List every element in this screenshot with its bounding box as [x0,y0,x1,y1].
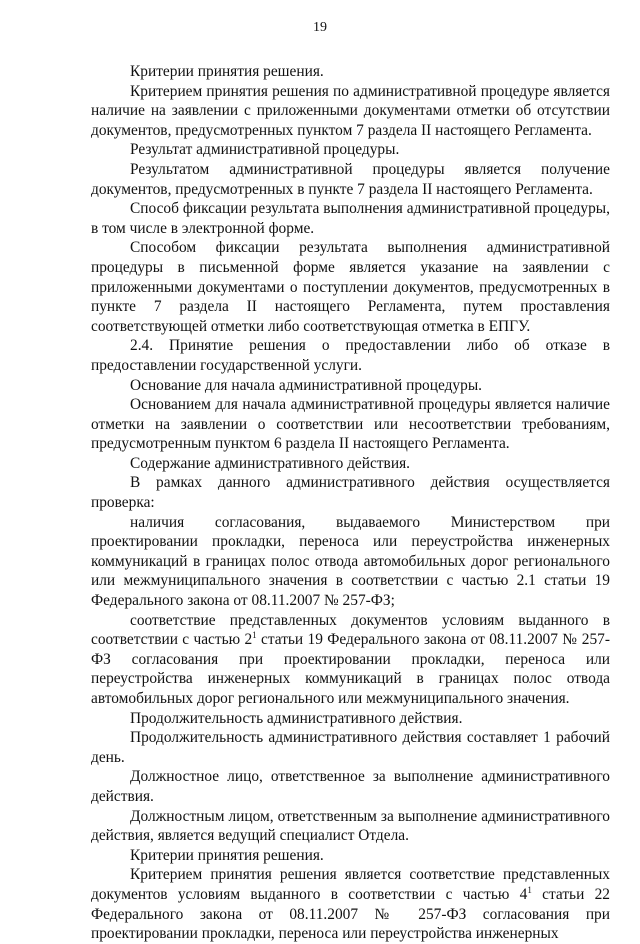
text-span: статьи 22 Федерального закона от 08.11.2007 № 257-ФЗ согласования при проектировании прокладки, переноса или переустройства инженерных [91,885,610,943]
document-body [91,62,610,944]
page-number: 19 [313,20,327,35]
superscript: 1 [527,884,532,895]
paragraph: Содержание административного действия. [130,454,410,472]
paragraph: Основанием для начала административной процедуры является наличие отметки на заявлении о соответствии или несоответствии требованиям, предусмотренным пунктом 6 раздела II настоящего Регламента. [91,396,610,453]
paragraph: Способ фиксации результата выполнения административной процедуры, в том числе в электронной форме. [91,200,610,237]
paragraph: Критерии принятия решения. [130,846,324,864]
paragraph: Должностное лицо, ответственное за выполнение административного действия. [91,768,610,805]
text-span: соответствие представленных документов условиям выданного в соответствии с частью 2 [91,611,610,649]
paragraph: Основание для начала административной процедуры. [130,376,483,394]
paragraph: Должностным лицом, ответственным за выполнение административного действия, является ведущий специалист Отдела. [91,807,610,845]
text-span: Критерием принятия решения является соответствие представленных документов условиям выданного в соответствии с частью 4 [91,866,610,903]
superscript: 1 [252,630,257,641]
paragraph: Способом фиксации результата выполнения административной процедуры в письменной форме является указание на заявлении с приложенными документами о поступлении документов, предусмотренных в пункте 7 раздела II настоящего Регламента, путем проставления соответствующей отметки либо соответствующая отметка в ЕПГУ. [91,239,610,335]
paragraph: Продолжительность административного действия. [130,709,463,727]
paragraph: наличия согласования, выдаваемого Министерством при проектировании прокладки, переноса или переустройства инженерных коммуникаций в границах полос отвода автомобильных дорог регионального или межмуниципального значения в соответствии с частью 2.1 статьи 19 Федерального закона от 08.11.2007 № 257-ФЗ; [91,513,610,610]
paragraph: Критерии принятия решения. [130,63,324,80]
paragraph: Критерием принятия решения по административной процедуре является наличие на заявлении с приложенными документами отметки об отсутствии документов, предусмотренных пунктом 7 раздела II настоящего Регламента. [91,82,610,139]
paragraph: Результат административной процедуры. [130,141,400,159]
section-heading-2-4: 2.4. Принятие решения о предоставлении либо об отказе в предоставлении государственной услуги. [91,337,610,374]
paragraph: В рамках данного административного действия осуществляется проверка: [91,474,610,512]
paragraph-with-superscript [91,611,610,709]
paragraph: Продолжительность административного действия составляет 1 рабочий день. [91,729,610,766]
text-span: статьи 19 Федерального закона от 08.11.2007 № 257-ФЗ согласования при проектировании прокладки, переноса или переустройства инженерных коммуникаций в границах полос отвода автомобильных дорог регионального или межмуниципального значения. [91,631,610,707]
paragraph: Результатом административной процедуры является получение документов, предусмотренных в пункте 7 раздела II настоящего Регламента. [91,160,610,198]
